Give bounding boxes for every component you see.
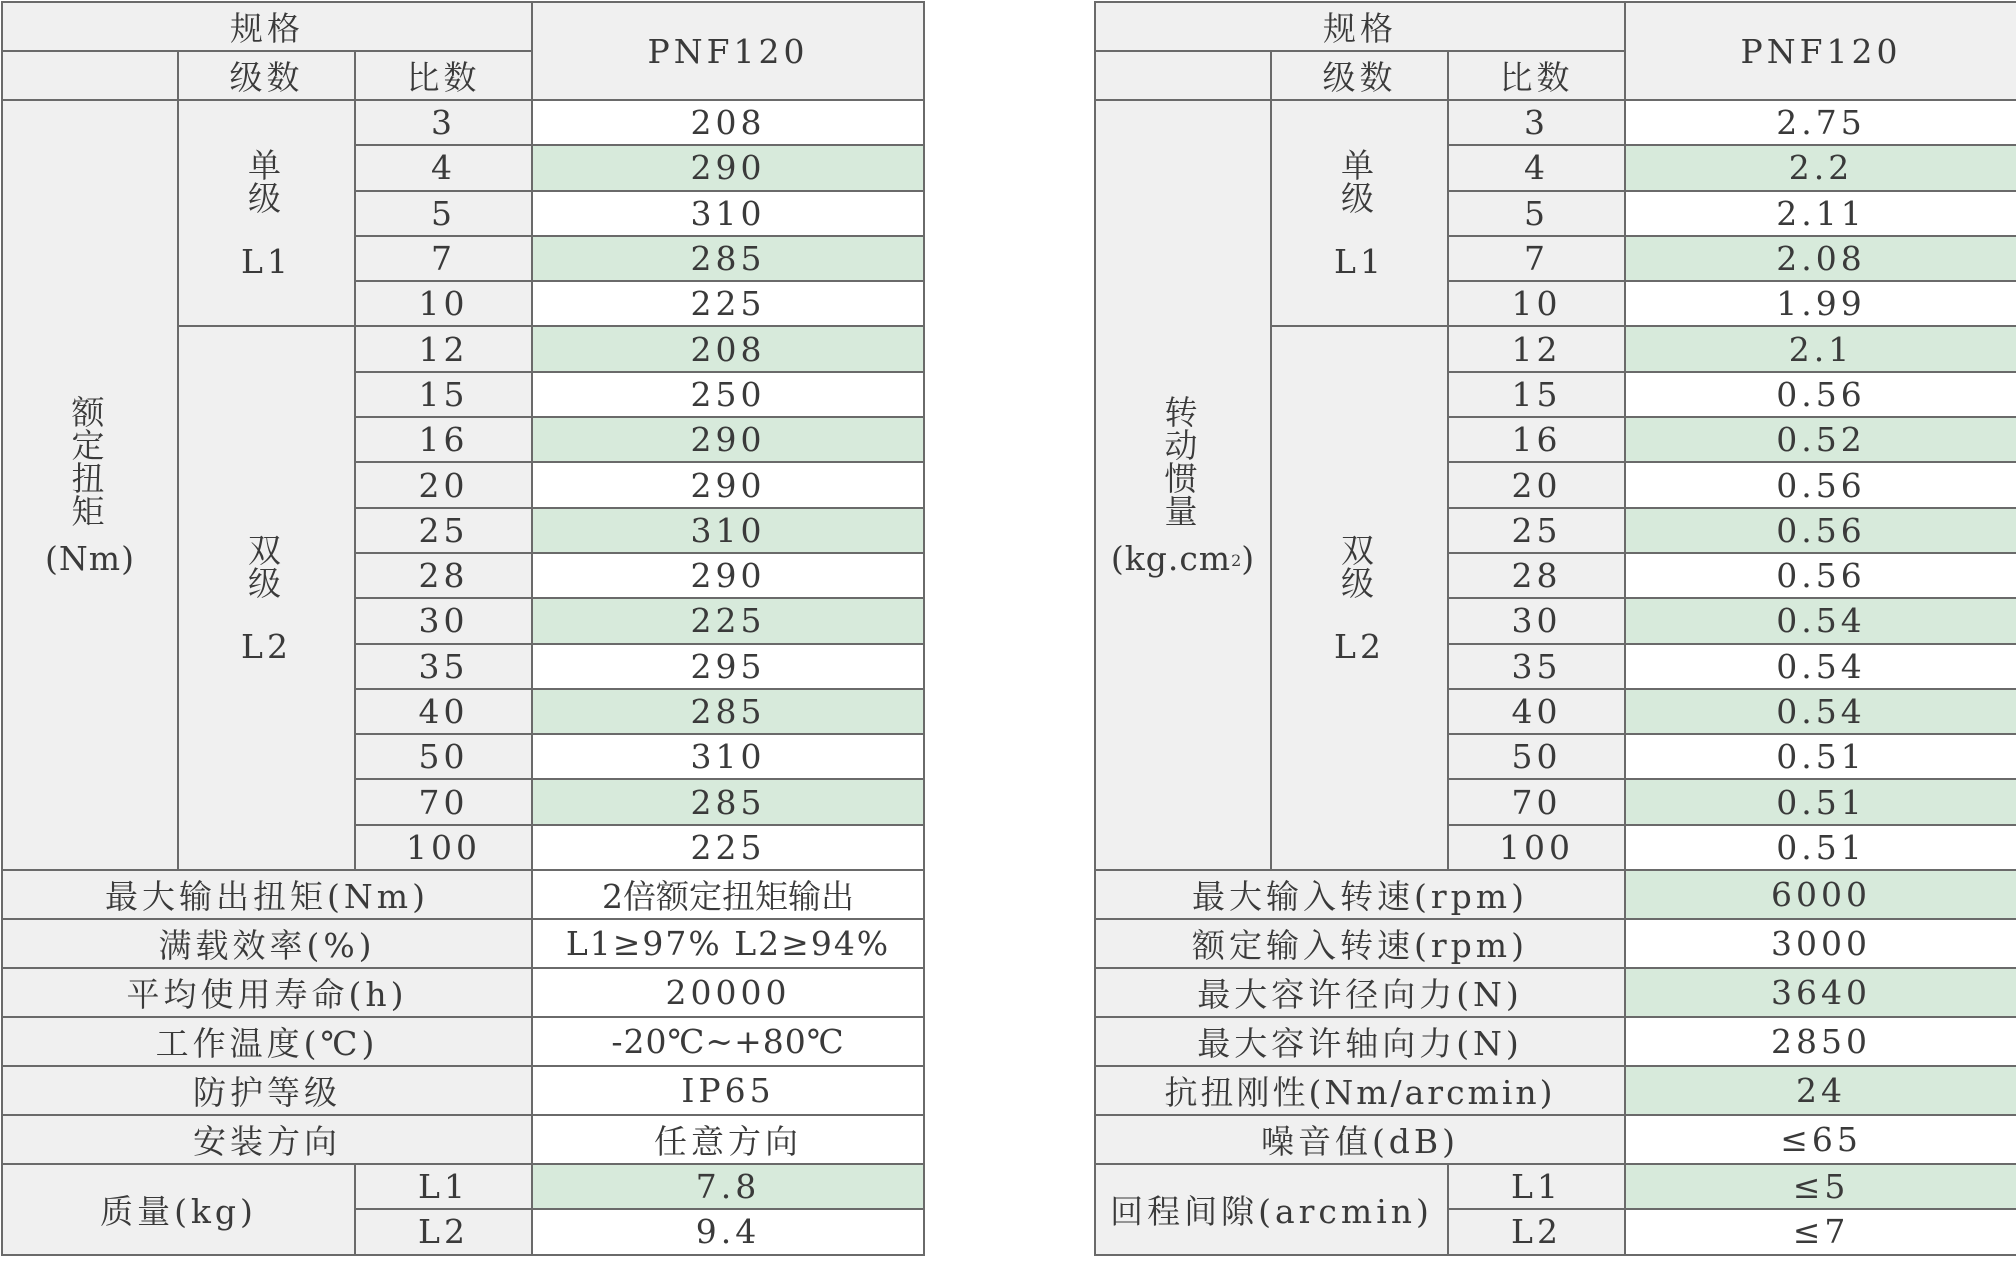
- value-cell: 285: [532, 689, 924, 734]
- value-cell: 250: [532, 372, 924, 417]
- value-cell: 0.56: [1625, 553, 2016, 598]
- ratio-cell: 5: [355, 191, 532, 236]
- header-row: [2, 2, 924, 51]
- property-row: [1095, 968, 2016, 1017]
- group-unit: (Nm): [45, 538, 135, 578]
- value-cell: 2.75: [1625, 100, 2016, 145]
- table-row: [1095, 100, 2016, 145]
- group-label-cell: 转 动 惯 量 $(kg.cm^2)$: [1095, 100, 1271, 870]
- property-row: [1095, 1017, 2016, 1066]
- value-cell: 0.54: [1625, 689, 2016, 734]
- ratio-cell: 70: [1448, 779, 1625, 824]
- ratio-cell: 7: [1448, 236, 1625, 281]
- ratio-cell: 40: [1448, 689, 1625, 734]
- ratio-cell: 35: [355, 644, 532, 689]
- value-cell: 0.51: [1625, 734, 2016, 779]
- ratio-cell: 7: [355, 236, 532, 281]
- value-cell: 208: [532, 326, 924, 371]
- value-cell: 285: [532, 779, 924, 824]
- value-cell: 285: [532, 236, 924, 281]
- header-row: [1095, 2, 2016, 51]
- backlash-label: 回程间隙(arcmin): [1095, 1164, 1448, 1255]
- model-header: PNF120: [532, 2, 924, 100]
- property-value: -20℃~+80℃: [532, 1017, 924, 1066]
- stage-header: 级数: [1271, 51, 1448, 100]
- ratio-cell: 100: [1448, 825, 1625, 870]
- property-row: [1095, 919, 2016, 968]
- value-cell: 290: [532, 417, 924, 462]
- value-cell: 310: [532, 191, 924, 236]
- value-cell: 225: [532, 825, 924, 870]
- value-cell: 1.99: [1625, 281, 2016, 326]
- spec-header: 规格: [1095, 2, 1625, 51]
- property-value: 2850: [1625, 1017, 2016, 1066]
- ratio-cell: 16: [1448, 417, 1625, 462]
- value-cell: 0.56: [1625, 462, 2016, 507]
- property-value: 24: [1625, 1066, 2016, 1115]
- ratio-cell: 5: [1448, 191, 1625, 236]
- value-cell: 0.51: [1625, 825, 2016, 870]
- property-value: 任意方向: [532, 1115, 924, 1164]
- value-cell: 0.54: [1625, 644, 2016, 689]
- rotational-inertia-table: [1094, 1, 2016, 1256]
- property-label: 平均使用寿命(h): [2, 968, 532, 1017]
- ratio-cell: 28: [1448, 553, 1625, 598]
- property-row: [2, 919, 924, 968]
- value-cell: 310: [532, 734, 924, 779]
- value-cell: 0.51: [1625, 779, 2016, 824]
- value-cell: 310: [532, 508, 924, 553]
- blank-header-cell: [1095, 51, 1271, 100]
- property-value: 3000: [1625, 919, 2016, 968]
- mass-label: 质量(kg): [2, 1164, 355, 1255]
- ratio-cell: 30: [355, 598, 532, 643]
- stage-code: L2: [241, 626, 292, 666]
- blank-header-cell: [2, 51, 178, 100]
- property-label: 满载效率(%): [2, 919, 532, 968]
- ratio-cell: 12: [355, 326, 532, 371]
- ratio-cell: 20: [1448, 462, 1625, 507]
- property-value: ≤65: [1625, 1115, 2016, 1164]
- ratio-cell: 12: [1448, 326, 1625, 371]
- property-row: [1095, 870, 2016, 919]
- value-cell: 2.2: [1625, 145, 2016, 190]
- ratio-cell: 28: [355, 553, 532, 598]
- property-row: [1095, 1066, 2016, 1115]
- table-row: [2, 100, 924, 145]
- model-header: PNF120: [1625, 2, 2016, 100]
- property-label: 噪音值(dB): [1095, 1115, 1625, 1164]
- property-label: 抗扭刚性(Nm/arcmin): [1095, 1066, 1625, 1115]
- property-value: 3640: [1625, 968, 2016, 1017]
- stage-code-cell: L1: [355, 1164, 532, 1209]
- ratio-cell: 25: [355, 508, 532, 553]
- value-cell: 2.11: [1625, 191, 2016, 236]
- property-label: 最大输入转速(rpm): [1095, 870, 1625, 919]
- property-value: 20000: [532, 968, 924, 1017]
- value-cell: 0.52: [1625, 417, 2016, 462]
- backlash-value-l1: ≤5: [1625, 1164, 2016, 1209]
- double-stage-label: 双 级 L2: [178, 326, 355, 870]
- backlash-row-l1: [1095, 1164, 2016, 1209]
- ratio-cell: 16: [355, 417, 532, 462]
- value-cell: 0.54: [1625, 598, 2016, 643]
- property-row: [2, 1115, 924, 1164]
- property-value: 2倍额定扭矩输出: [532, 870, 924, 919]
- stage-header: 级数: [178, 51, 355, 100]
- single-stage-label: 单 级 L1: [178, 100, 355, 326]
- ratio-cell: 70: [355, 779, 532, 824]
- ratio-cell: 35: [1448, 644, 1625, 689]
- ratio-cell: 50: [1448, 734, 1625, 779]
- property-row: [1095, 1115, 2016, 1164]
- property-label: 最大输出扭矩(Nm): [2, 870, 532, 919]
- stage-code-cell: L1: [1448, 1164, 1625, 1209]
- property-label: 额定输入转速(rpm): [1095, 919, 1625, 968]
- value-cell: 2.1: [1625, 326, 2016, 371]
- group-unit: $(kg.cm^2)$: [1110, 538, 1256, 578]
- property-value: L1≥97% L2≥94%: [532, 919, 924, 968]
- spec-header: 规格: [2, 2, 532, 51]
- ratio-cell: 50: [355, 734, 532, 779]
- property-label: 最大容许轴向力(N): [1095, 1017, 1625, 1066]
- stage-code: L1: [241, 241, 292, 281]
- property-row: [2, 968, 924, 1017]
- ratio-cell: 100: [355, 825, 532, 870]
- property-label: 最大容许径向力(N): [1095, 968, 1625, 1017]
- ratio-cell: 10: [355, 281, 532, 326]
- value-cell: 225: [532, 281, 924, 326]
- ratio-header: 比数: [355, 51, 532, 100]
- property-label: 安装方向: [2, 1115, 532, 1164]
- stage-code: L2: [1334, 626, 1385, 666]
- ratio-cell: 20: [355, 462, 532, 507]
- value-cell: 0.56: [1625, 372, 2016, 417]
- stage-code-cell: L2: [355, 1209, 532, 1254]
- ratio-cell: 15: [1448, 372, 1625, 417]
- value-cell: 290: [532, 553, 924, 598]
- value-cell: 295: [532, 644, 924, 689]
- ratio-cell: 10: [1448, 281, 1625, 326]
- group-label-cell: 额 定 扭 矩 (Nm): [2, 100, 178, 870]
- property-value: 6000: [1625, 870, 2016, 919]
- value-cell: 208: [532, 100, 924, 145]
- property-row: [2, 1017, 924, 1066]
- ratio-cell: 40: [355, 689, 532, 734]
- double-stage-label: 双 级 L2: [1271, 326, 1448, 870]
- property-label: 防护等级: [2, 1066, 532, 1115]
- value-cell: 290: [532, 145, 924, 190]
- ratio-cell: 25: [1448, 508, 1625, 553]
- ratio-cell: 15: [355, 372, 532, 417]
- mass-value-l1: 7.8: [532, 1164, 924, 1209]
- ratio-cell: 4: [355, 145, 532, 190]
- stage-code: L1: [1334, 241, 1385, 281]
- rated-torque-table: [1, 1, 925, 1256]
- value-cell: 290: [532, 462, 924, 507]
- value-cell: 0.56: [1625, 508, 2016, 553]
- value-cell: 2.08: [1625, 236, 2016, 281]
- property-row: [2, 1066, 924, 1115]
- stage-code-cell: L2: [1448, 1209, 1625, 1254]
- ratio-header: 比数: [1448, 51, 1625, 100]
- property-label: 工作温度(℃): [2, 1017, 532, 1066]
- ratio-cell: 3: [1448, 100, 1625, 145]
- ratio-cell: 30: [1448, 598, 1625, 643]
- ratio-cell: 4: [1448, 145, 1625, 190]
- mass-row-l1: [2, 1164, 924, 1209]
- single-stage-label: 单 级 L1: [1271, 100, 1448, 326]
- property-value: IP65: [532, 1066, 924, 1115]
- property-row: [2, 870, 924, 919]
- mass-value-l2: 9.4: [532, 1209, 924, 1254]
- ratio-cell: 3: [355, 100, 532, 145]
- backlash-value-l2: ≤7: [1625, 1209, 2016, 1254]
- value-cell: 225: [532, 598, 924, 643]
